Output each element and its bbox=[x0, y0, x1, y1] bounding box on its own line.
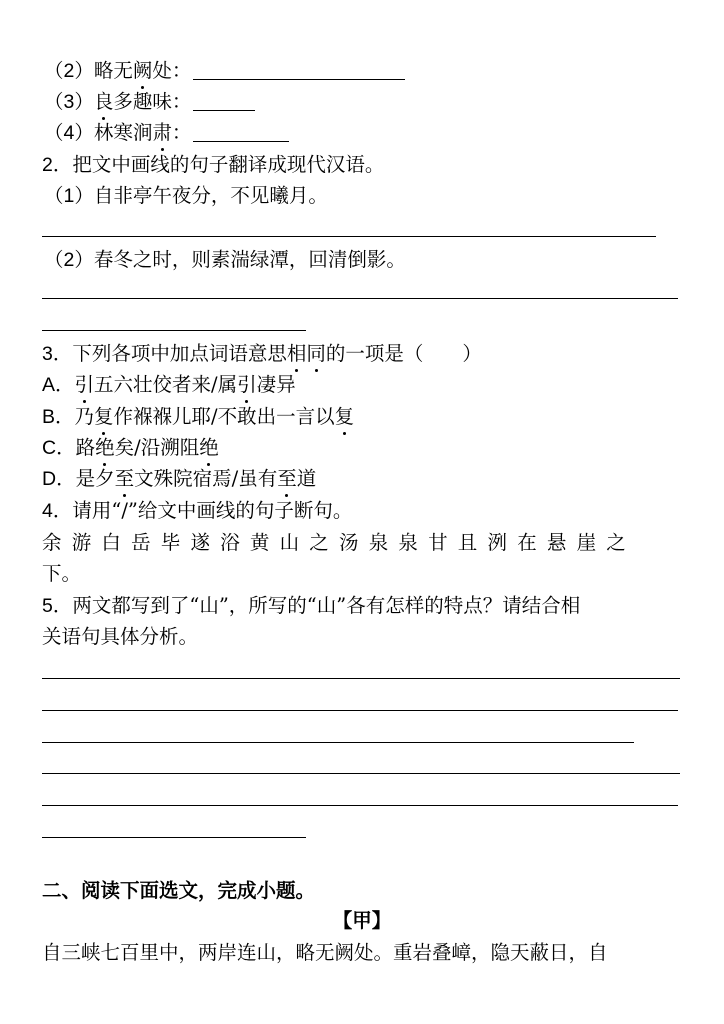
option-text: 路 bbox=[75, 436, 96, 459]
dotted-char: 相 bbox=[286, 342, 307, 365]
section-heading: 二、阅读下面选文，完成小题。 bbox=[42, 879, 316, 902]
item-number: （4） bbox=[44, 122, 94, 144]
dotted-char: 良 bbox=[93, 90, 114, 113]
q1-item-3 bbox=[44, 89, 255, 115]
answer-line[interactable] bbox=[42, 330, 306, 331]
answer-line[interactable] bbox=[42, 710, 678, 711]
option-letter: A． bbox=[42, 374, 75, 396]
dotted-char: 至 bbox=[277, 467, 297, 490]
question-number: 2． bbox=[42, 154, 73, 176]
dotted-char: 复 bbox=[94, 405, 114, 428]
question-number: 3． bbox=[42, 343, 73, 365]
passage-text: 自三峡七百里中，两岸连山，略无阙处。重岩叠嶂，隐天蔽日，自 bbox=[42, 941, 608, 964]
question-text: 把文中画线的句子翻译成现代汉语。 bbox=[72, 153, 385, 176]
option-text: 道 bbox=[296, 467, 317, 490]
dotted-char: 引 bbox=[74, 373, 95, 396]
option-letter: D． bbox=[42, 468, 76, 490]
question-number: 5． bbox=[42, 595, 73, 617]
item-text: 林寒涧 bbox=[93, 121, 153, 144]
option-text: 文殊院宿焉/虽有 bbox=[134, 467, 278, 490]
dotted-char: 阙 bbox=[132, 59, 153, 82]
question-number: 4． bbox=[42, 500, 73, 522]
question-text: 两文都写到了“山”，所写的“山”各有怎样的特点？请结合相 bbox=[72, 594, 581, 617]
dotted-char: 绝 bbox=[199, 436, 219, 459]
answer-line[interactable] bbox=[42, 773, 680, 774]
option-text: 五六壮佼者来/属 bbox=[94, 373, 238, 396]
answer-blank[interactable] bbox=[193, 59, 405, 80]
dotted-char: 至 bbox=[114, 467, 135, 490]
dotted-char: 肃 bbox=[152, 121, 172, 144]
q1-item-4 bbox=[44, 120, 289, 146]
dotted-char: 同 bbox=[306, 342, 326, 365]
q1-item-2 bbox=[44, 58, 405, 84]
q4-passage-line-1: 余游白岳毕遂浴黄山之汤泉泉甘且洌在悬崖之 bbox=[42, 531, 637, 554]
dotted-char: 绝 bbox=[95, 436, 115, 459]
answer-line[interactable] bbox=[42, 298, 678, 299]
item-number: （3） bbox=[44, 91, 94, 113]
q3-option-c[interactable] bbox=[42, 435, 219, 461]
q3-stem bbox=[42, 341, 482, 367]
sentence-text: 春冬之时，则素湍绿潭，回清倒影。 bbox=[93, 248, 406, 271]
dotted-char: 复 bbox=[334, 405, 355, 428]
sentence-text: 自非亭午夜分，不见曦月。 bbox=[93, 184, 328, 207]
q2-prompt bbox=[42, 152, 384, 178]
q2-sentence-1 bbox=[44, 183, 328, 209]
question-text: 下列各项中加点词语意思 bbox=[72, 342, 287, 365]
item-number: （1） bbox=[44, 185, 94, 207]
q4-passage-line-2: 下。 bbox=[42, 562, 82, 585]
dotted-char: 引 bbox=[237, 373, 257, 396]
q2-sentence-2 bbox=[44, 247, 406, 273]
item-text: ： bbox=[171, 121, 192, 144]
option-text: 作褓褓儿耶/不敢出一言以 bbox=[113, 405, 335, 428]
item-number: （2） bbox=[44, 60, 94, 82]
option-text: 是夕 bbox=[75, 467, 115, 490]
option-letter: C． bbox=[42, 437, 76, 459]
option-text: 矣/沿溯阻 bbox=[114, 436, 200, 459]
passage-label: 【甲】 bbox=[332, 909, 392, 932]
q5-prompt-line-1 bbox=[42, 593, 580, 619]
option-text: 乃 bbox=[74, 405, 95, 428]
item-number: （2） bbox=[44, 249, 94, 271]
answer-line[interactable] bbox=[42, 805, 678, 806]
answer-line[interactable] bbox=[42, 742, 634, 743]
q5-prompt-line-2: 关语句具体分析。 bbox=[42, 625, 199, 648]
answer-line[interactable] bbox=[42, 678, 680, 679]
item-text: 处： bbox=[152, 59, 192, 82]
item-text: 略无 bbox=[93, 59, 133, 82]
q3-option-d[interactable] bbox=[42, 466, 316, 492]
q3-option-b[interactable] bbox=[42, 404, 354, 430]
answer-blank[interactable] bbox=[193, 90, 255, 111]
question-text: 请用“/”给文中画线的句子断句。 bbox=[72, 499, 353, 522]
question-text: 的一项是（ ） bbox=[325, 342, 482, 365]
q4-prompt bbox=[42, 498, 352, 524]
answer-line[interactable] bbox=[42, 236, 656, 237]
answer-blank[interactable] bbox=[193, 121, 289, 142]
option-text: 凄异 bbox=[256, 373, 296, 396]
option-letter: B． bbox=[42, 406, 75, 428]
answer-line[interactable] bbox=[42, 837, 306, 838]
q3-option-a[interactable] bbox=[42, 372, 296, 398]
item-text: 多趣味： bbox=[113, 90, 192, 113]
